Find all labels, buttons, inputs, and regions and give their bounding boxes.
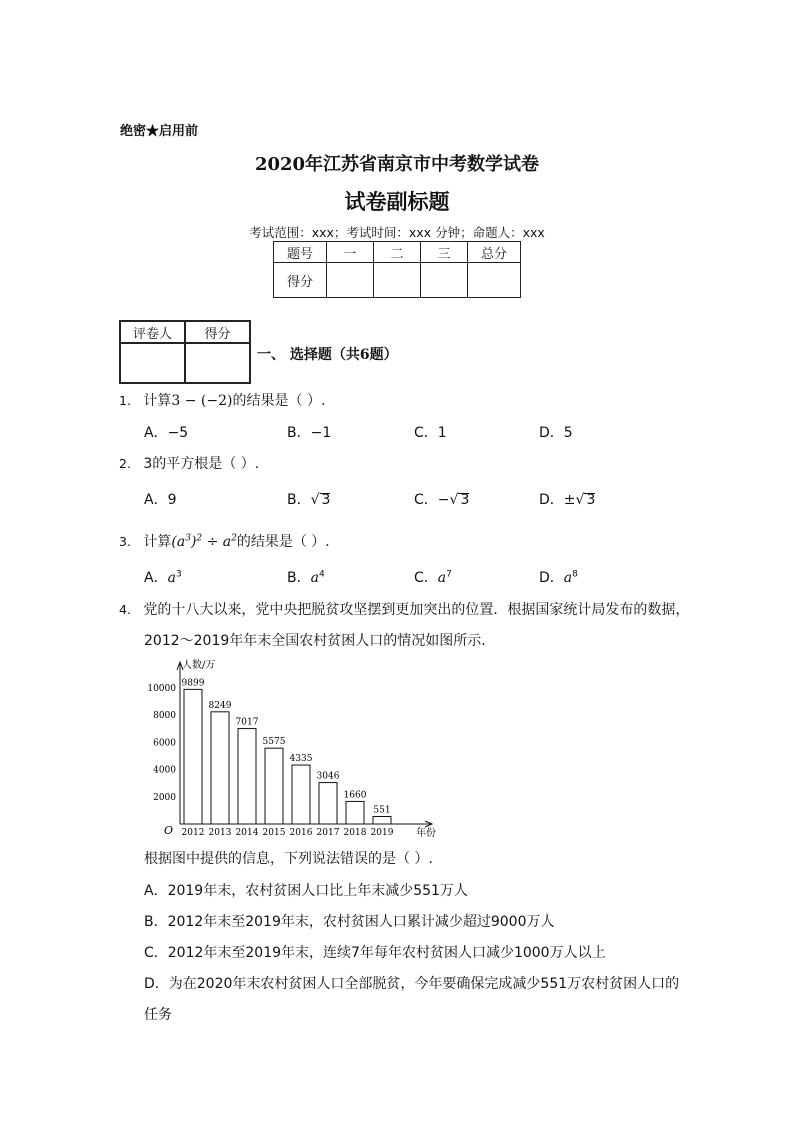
option-label: D． xyxy=(539,570,564,586)
question-expression: $(a^3)^2 \div a^2$ xyxy=(171,533,237,550)
x-tick-label: 2017 xyxy=(316,828,340,838)
question-1 xyxy=(119,390,325,410)
question-text: 3的平方根是（ ）. xyxy=(143,456,260,472)
score-row-label: 得分 xyxy=(274,263,327,298)
poverty-bar-chart xyxy=(140,652,440,844)
question-2 xyxy=(119,453,259,473)
section-title: 一、 选择题（共6题） xyxy=(257,347,398,363)
x-axis-label: 年份 xyxy=(416,828,436,839)
sqrt-symbol: √ xyxy=(310,492,320,508)
option-label: A． xyxy=(144,425,168,441)
q4-option-a[interactable]: A．2019年末，农村贫困人口比上年末减少551万人 xyxy=(144,883,468,899)
bar xyxy=(292,765,310,824)
q3-option-b[interactable] xyxy=(287,567,325,587)
option-label: C． xyxy=(414,425,438,441)
option-label: A． xyxy=(144,570,168,586)
question-text: 的结果是（ ）. xyxy=(236,534,330,550)
bar-value-label: 9899 xyxy=(181,678,205,689)
bar xyxy=(265,748,283,824)
option-value: −1 xyxy=(310,425,332,441)
bar-value-label: 3046 xyxy=(316,771,340,782)
y-tick-label: 2000 xyxy=(153,792,176,803)
bar-value-label: 1660 xyxy=(343,790,367,801)
q4-option-b[interactable]: B．2012年末至2019年末，农村贫困人口累计减少超过9000万人 xyxy=(144,914,555,930)
bar xyxy=(319,783,337,824)
q2-option-c[interactable] xyxy=(414,489,469,509)
bar-value-label: 7017 xyxy=(235,717,259,728)
q2-option-d[interactable] xyxy=(539,489,595,509)
q4-option-d-continued: 任务 xyxy=(144,1007,172,1023)
x-tick-label: 2019 xyxy=(370,828,394,838)
x-tick-label: 2013 xyxy=(208,828,232,838)
score-header-cell: 三 xyxy=(421,242,468,263)
option-exponent: 3 xyxy=(175,569,182,580)
option-label: A． xyxy=(144,492,168,508)
option-base: a xyxy=(437,570,447,586)
option-value: 9 xyxy=(167,492,177,508)
score-cell[interactable] xyxy=(421,263,468,298)
option-radicand: 3 xyxy=(586,492,596,508)
grader-header-cell: 评卷人 xyxy=(120,321,185,343)
option-label: C． xyxy=(414,492,438,508)
q1-option-d[interactable] xyxy=(539,422,573,442)
bar xyxy=(211,712,229,824)
option-label: B． xyxy=(287,492,311,508)
bar-value-label: 5575 xyxy=(262,737,286,748)
y-tick-label: 10000 xyxy=(147,684,176,694)
x-tick-label: 2015 xyxy=(262,828,286,838)
option-label: B． xyxy=(287,425,311,441)
y-tick-label: 4000 xyxy=(153,765,176,776)
y-axis-label: 人数/万 xyxy=(182,660,216,671)
question-text: 计算 xyxy=(143,393,172,409)
confidential-mark: 绝密★启用前 xyxy=(120,124,199,139)
q1-option-c[interactable] xyxy=(414,422,447,442)
sqrt-symbol: √ xyxy=(449,492,459,508)
exam-subtitle: 试卷副标题 xyxy=(344,189,450,214)
grader-cell[interactable] xyxy=(120,343,185,383)
q1-option-a[interactable] xyxy=(144,422,188,442)
question-3 xyxy=(119,531,330,551)
question-number: 3. xyxy=(119,534,131,549)
option-sign: ± xyxy=(563,492,576,508)
option-base: a xyxy=(167,570,176,586)
option-exponent: 8 xyxy=(572,569,578,580)
q2-option-a[interactable] xyxy=(144,489,177,509)
q2-option-b[interactable] xyxy=(287,489,330,509)
bar-value-label: 4335 xyxy=(289,754,313,765)
q4-option-c[interactable]: C．2012年末至2019年末，连续7年每年农村贫困人口减少1000万人以上 xyxy=(144,945,606,961)
score-cell[interactable] xyxy=(374,263,421,298)
option-exponent: 4 xyxy=(318,569,325,580)
option-radicand: 3 xyxy=(460,492,470,508)
exam-title: 2020年江苏省南京市中考数学试卷 xyxy=(254,154,540,175)
option-label: D． xyxy=(539,425,564,441)
bar xyxy=(373,817,391,824)
score-table xyxy=(273,241,521,298)
score-cell[interactable] xyxy=(327,263,374,298)
score-header-cell: 二 xyxy=(374,242,421,263)
option-exponent: 7 xyxy=(446,569,452,580)
question-number: 4. xyxy=(119,602,131,617)
x-tick-label: 2012 xyxy=(181,828,205,838)
y-tick-label: 6000 xyxy=(153,738,176,749)
question-expression: 3 − (−2) xyxy=(171,393,233,409)
question-prompt: 根据图中提供的信息，下列说法错误的是（ ）. xyxy=(144,851,433,867)
option-label: C． xyxy=(414,570,438,586)
y-tick-label: 8000 xyxy=(153,711,176,722)
option-label: B． xyxy=(287,570,311,586)
grader-cell[interactable] xyxy=(185,343,250,383)
sqrt-symbol: √ xyxy=(575,492,585,508)
bar-value-label: 8249 xyxy=(208,700,232,711)
option-label: D． xyxy=(539,492,564,508)
bar xyxy=(238,729,256,824)
option-radicand: 3 xyxy=(321,492,331,508)
score-cell[interactable] xyxy=(468,263,521,298)
option-sign: − xyxy=(437,492,450,508)
option-value: 5 xyxy=(563,425,573,441)
question-number: 2. xyxy=(119,456,131,471)
x-tick-label: 2018 xyxy=(343,828,367,838)
q1-option-b[interactable] xyxy=(287,422,331,442)
q4-option-d[interactable]: D．为在2020年末农村贫困人口全部脱贫，今年要确保完成减少551万农村贫困人口的 xyxy=(144,976,680,992)
option-base: a xyxy=(310,570,319,586)
option-base: a xyxy=(563,570,573,586)
option-value: 1 xyxy=(437,425,447,441)
bar xyxy=(346,801,364,824)
bar xyxy=(184,689,202,824)
question-number: 1. xyxy=(119,393,131,408)
score-header-cell: 总分 xyxy=(468,242,521,263)
question-text: 党的十八大以来，党中央把脱贫攻坚摆到更加突出的位置．根据国家统计局发布的数据， xyxy=(143,602,690,618)
question-text-line2: 2012～2019年年末全国农村贫困人口的情况如图所示． xyxy=(144,633,496,649)
score-header-cell: 一 xyxy=(327,242,374,263)
bar-value-label: 551 xyxy=(373,805,391,816)
question-4 xyxy=(119,599,689,619)
q3-option-c[interactable] xyxy=(414,567,452,587)
x-tick-label: 2016 xyxy=(289,828,313,838)
option-value: −5 xyxy=(167,425,189,441)
grader-table xyxy=(119,320,251,384)
score-header-cell: 题号 xyxy=(274,242,327,263)
question-text: 计算 xyxy=(143,534,172,550)
origin-label: O xyxy=(164,824,174,837)
q3-option-a[interactable] xyxy=(144,567,182,587)
exam-info: 考试范围：xxx；考试时间：xxx 分钟；命题人：xxx xyxy=(249,225,545,240)
q3-option-d[interactable] xyxy=(539,567,578,587)
grader-header-cell: 得分 xyxy=(185,321,250,343)
x-tick-label: 2014 xyxy=(235,828,259,838)
question-text: 的结果是（ ）. xyxy=(232,393,326,409)
